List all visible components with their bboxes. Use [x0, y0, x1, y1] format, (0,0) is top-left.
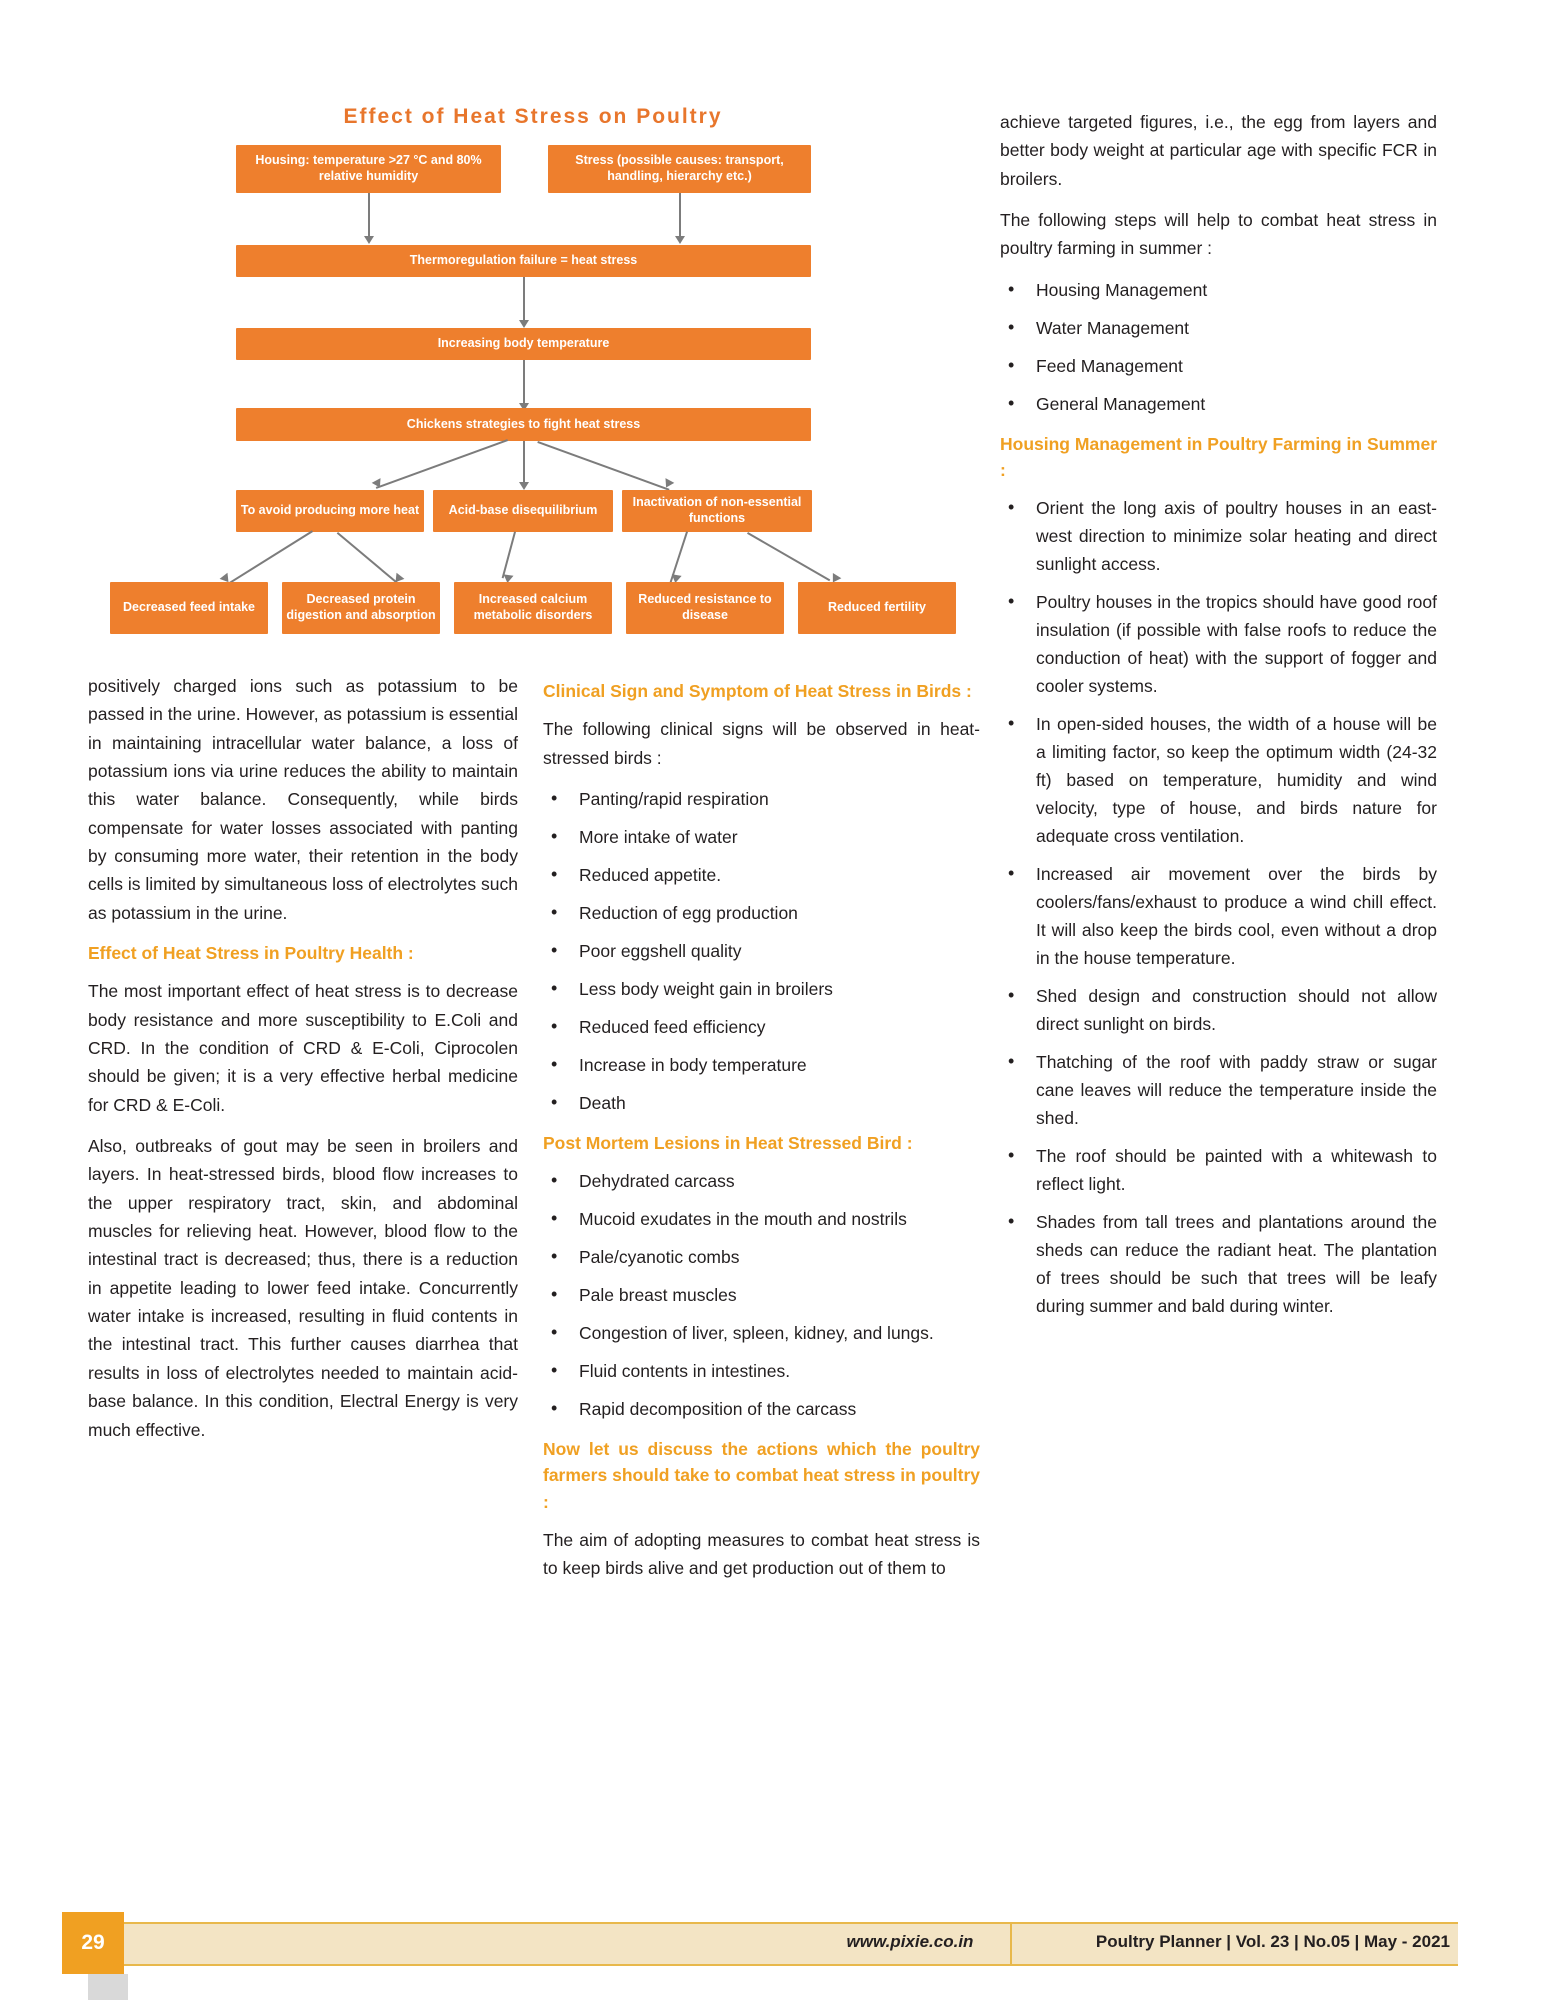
flow-box-thermoregulation: Thermoregulation failure = heat stress: [236, 245, 811, 277]
flow-box-inactivation: Inactivation of non-essential functions: [622, 490, 812, 532]
list-item: • Water Management: [1000, 314, 1437, 342]
text-column-3: [1000, 108, 1437, 1333]
connector-housing-down: [368, 193, 370, 239]
list-item: • Reduced feed efficiency: [543, 1013, 980, 1041]
list-item: • The roof should be painted with a whitewash to reflect light.: [1000, 1142, 1437, 1198]
page-left-margin: [0, 0, 88, 2000]
list-item: • Increased air movement over the birds by coolers/fans/exhaust to produce a wind chill effect. It will also keep the birds cool, even without a drop in the house temperature.: [1000, 860, 1437, 972]
post-mortem-lesions-list: [543, 1167, 980, 1423]
list-item: • Poultry houses in the tropics should have good roof insulation (if possible with false roofs to reduce the conduction of heat) with the support of fogger and cooler systems.: [1000, 588, 1437, 700]
list-item: • Thatching of the roof with paddy straw or sugar cane leaves will reduce the temperature inside the shed.: [1000, 1048, 1437, 1132]
list-item: • Reduced appetite.: [543, 861, 980, 889]
col2-paragraph-1: The following clinical signs will be observed in heat-stressed birds :: [543, 719, 980, 768]
flow-box-acid-base: Acid-base disequilibrium: [433, 490, 613, 532]
flow-box-body-temperature: Increasing body temperature: [236, 328, 811, 360]
connector-avoid-right: [337, 532, 398, 583]
list-item: • Less body weight gain in broilers: [543, 975, 980, 1003]
col2-heading-post-mortem: Post Mortem Lesions in Heat Stressed Bird :: [543, 1132, 913, 1153]
arrowhead-housing: [364, 236, 374, 244]
flow-box-stress: Stress (possible causes: transport, handling, hierarchy etc.): [548, 145, 811, 193]
arrowhead-stress: [675, 236, 685, 244]
text-column-2: [543, 672, 980, 1596]
col3-paragraph-2: The following steps will help to combat heat stress in poultry farming in summer :: [1000, 210, 1437, 259]
heat-stress-flowchart: [88, 95, 968, 665]
connector-acidbase-down: [502, 532, 516, 579]
flow-box-feed-intake: Decreased feed intake: [110, 582, 268, 634]
list-item: • Pale breast muscles: [543, 1281, 980, 1309]
page-footer: [0, 1904, 1545, 2000]
page-number-badge: 29: [62, 1912, 124, 1974]
text-column-1: [88, 672, 518, 1457]
list-item: • Increase in body temperature: [543, 1051, 980, 1079]
management-steps-list: [1000, 276, 1437, 418]
list-item: • Dehydrated carcass: [543, 1167, 980, 1195]
list-item: • Pale/cyanotic combs: [543, 1243, 980, 1271]
connector-avoid-left: [223, 531, 313, 588]
connector-strategies-mid: [523, 441, 525, 485]
list-item: • Rapid decomposition of the carcass: [543, 1395, 980, 1423]
list-item: • Orient the long axis of poultry houses in an east-west direction to minimize solar heating and direct sunlight access.: [1000, 494, 1437, 578]
col2-paragraph-2: The aim of adopting measures to combat heat stress is to keep birds alive and get production out of them to: [543, 1529, 980, 1579]
col1-heading-effect: Effect of Heat Stress in Poultry Health :: [88, 943, 414, 964]
flow-box-avoid-heat: To avoid producing more heat: [236, 490, 424, 532]
footer-tab-marker: [88, 1974, 128, 2000]
list-item: • In open-sided houses, the width of a house will be a limiting factor, so keep the optimum width (24-32 ft) based on temperature, humidity and wind velocity, type of house, and birds nature for adequate cross ventilation.: [1000, 710, 1437, 850]
connector-inactivation-right: [747, 532, 830, 581]
list-item: • Housing Management: [1000, 276, 1437, 304]
col1-paragraph-3: Also, outbreaks of gout may be seen in broilers and layers. In heat-stressed birds, blood flow increases to the upper respiratory tract, skin, and abdominal muscles for relieving heat. However, blood flow to the intestinal tract is decreased; thus, there is a reduction in appetite leading to lower feed intake. Concurrently water intake is increased, resulting in fluid contents in the intestinal tract. This further causes diarrhea that results in loss of electrolytes needed to maintain acid-base balance. In this condition, Electral Energy is very much effective.: [88, 1136, 518, 1440]
footer-website-link[interactable]: www.pixie.co.in: [846, 1932, 974, 1951]
col1-paragraph-2: The most important effect of heat stress is to decrease body resistance and more susceptibility to E.Coli and CRD. In the condition of CRD & E-Coli, Ciprocolen should be given; it is a very effective herbal medicine for CRD & E-Coli.: [88, 981, 518, 1115]
list-item: • Shades from tall trees and plantations around the sheds can reduce the radiant heat. The plantation of trees should be such that trees will be leafy during summer and bald during winter.: [1000, 1208, 1437, 1320]
flow-box-housing: Housing: temperature >27 °C and 80% relative humidity: [236, 145, 501, 193]
flow-box-calcium-disorders: Increased calcium metabolic disorders: [454, 582, 612, 634]
flow-box-disease-resistance: Reduced resistance to disease: [626, 582, 784, 634]
list-item: • Reduction of egg production: [543, 899, 980, 927]
list-item: • Death: [543, 1089, 980, 1117]
connector-strategies-left: [376, 440, 508, 489]
clinical-signs-list: [543, 785, 980, 1117]
footer-issue-info: Poultry Planner | Vol. 23 | No.05 | May - 2021: [1095, 1932, 1450, 1951]
list-item: • Fluid contents in intestines.: [543, 1357, 980, 1385]
connector-strategies-right: [537, 441, 669, 490]
connector-thermo-down: [523, 277, 525, 323]
flow-box-protein-digestion: Decreased protein digestion and absorption: [282, 582, 440, 634]
col3-paragraph-1: achieve targeted figures, i.e., the egg from layers and better body weight at particular age with specific FCR in broilers.: [1000, 112, 1437, 189]
arrowhead-strategies-mid: [519, 482, 529, 490]
arrowhead-thermo: [519, 320, 529, 328]
connector-bodytemp-down: [523, 360, 525, 406]
col2-heading-clinical-signs: Clinical Sign and Symptom of Heat Stress in Birds :: [543, 681, 972, 701]
list-item: • Mucoid exudates in the mouth and nostrils: [543, 1205, 980, 1233]
list-item: • Poor eggshell quality: [543, 937, 980, 965]
list-item: • Feed Management: [1000, 352, 1437, 380]
figure-title: Effect of Heat Stress on Poultry: [343, 105, 723, 128]
connector-stress-down: [679, 193, 681, 239]
housing-management-points-list: [1000, 494, 1437, 1320]
col1-paragraph-1: positively charged ions such as potassium to be passed in the urine. However, as potassium is essential in maintaining intracellular water balance, a loss of potassium ions via urine reduces the ability to maintain this water balance. Consequently, while birds compensate for water losses associated with panting by consuming more water, their retention in the body cells is limited by simultaneous loss of electrolytes such as potassium in the urine.: [88, 676, 518, 923]
list-item: • Panting/rapid respiration: [543, 785, 980, 813]
list-item: • More intake of water: [543, 823, 980, 851]
flow-box-fertility: Reduced fertility: [798, 582, 956, 634]
col2-heading-actions: Now let us discuss the actions which the poultry farmers should take to combat heat stress in poultry :: [543, 1439, 980, 1512]
list-item: • General Management: [1000, 390, 1437, 418]
arrowhead-strategies-left: [372, 478, 385, 490]
flow-box-strategies: Chickens strategies to fight heat stress: [236, 408, 811, 441]
list-item: • Shed design and construction should not allow direct sunlight on birds.: [1000, 982, 1437, 1038]
col3-heading-housing-management: Housing Management in Poultry Farming in Summer :: [1000, 433, 1437, 480]
list-item: • Congestion of liver, spleen, kidney, and lungs.: [543, 1319, 980, 1347]
